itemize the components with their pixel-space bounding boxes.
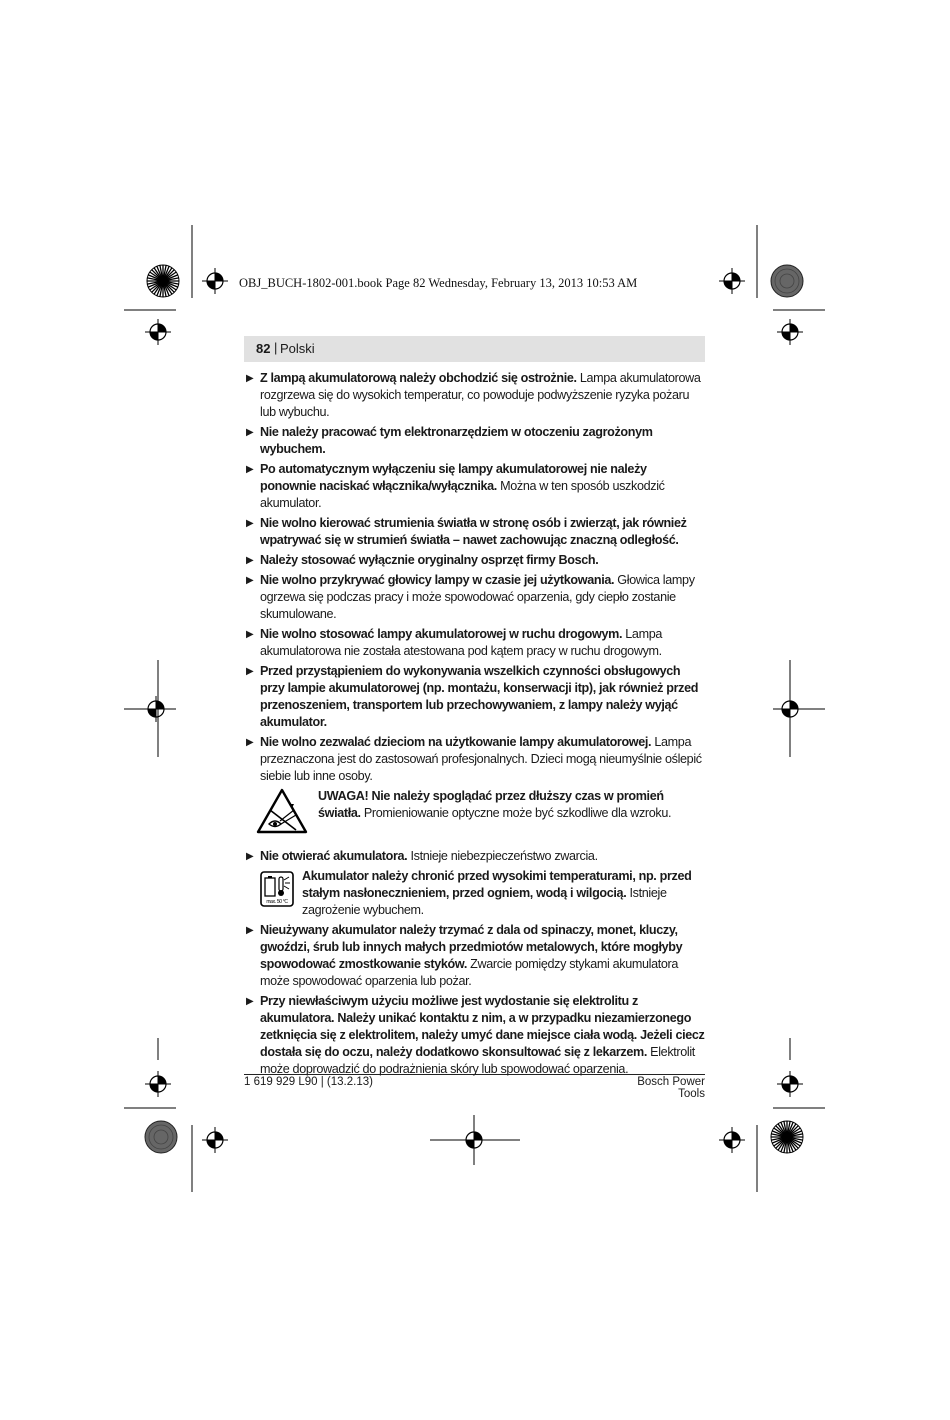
triangle-right-icon: ▶ — [246, 373, 254, 384]
footer-brand: Bosch Power Tools — [637, 1076, 705, 1100]
triangle-right-icon: ▶ — [246, 518, 254, 529]
triangle-right-icon: ▶ — [246, 629, 254, 640]
triangle-right-icon: ▶ — [246, 464, 254, 475]
battery-temperature-icon — [260, 871, 294, 907]
footer-rule — [244, 1074, 705, 1075]
list-item: ▶ Należy stosować wyłącznie oryginalny osprzęt firmy Bosch. — [246, 553, 599, 567]
list-item: ▶ Nie wolno kierować strumienia światła w stronę osób i zwierząt, jak również wpatrywać się w strumień światła – nawet zachowując znaczną odległość. — [246, 516, 687, 547]
list-item: ▶ Przy niewłaściwym użyciu możliwe jest wydostanie się elektrolitu z akumulatora. Należy unikać kontaktu z nim, a w przypadku niezamierzonego zetknięcia się z elektrolitem, należy umyć dane miejsce ciała wodą. Jeżeli ciecz dostała się do oczu, należy dodatkowo skonsultować się z lekarzem. Elektrolit może doprowadzić do podrażnienia skóry lub spowodować oparzenia. — [246, 994, 705, 1076]
triangle-right-icon: ▶ — [246, 851, 254, 862]
warning-light-note: UWAGA! Nie należy spoglądać przez dłuższy czas w promień światła. Promieniowanie optyczne może być szkodliwe dla wzroku. — [244, 788, 705, 838]
safety-instructions — [244, 370, 705, 1081]
triangle-right-icon: ▶ — [246, 996, 254, 1007]
page-number: 82 — [256, 341, 271, 356]
list-item: ▶ Po automatycznym wyłączeniu się lampy akumulatorowej nie należy ponownie naciskać włącznika/wyłącznika. Można w ten sposób uszkodzić akumulator. — [246, 462, 665, 510]
page-header — [244, 336, 705, 362]
triangle-right-icon: ▶ — [246, 427, 254, 438]
icon-temperature-label: max. 50 °C — [266, 899, 288, 905]
list-item: ▶ Nie wolno zezwalać dzieciom na użytkowanie lampy akumulatorowej. Lampa przeznaczona jest do zastosowań profesjonalnych. Dzieci mogą nieumyślnie oślepić siebie lub inne osoby. — [246, 735, 702, 783]
print-slug-line: OBJ_BUCH-1802-001.book Page 82 Wednesday, February 13, 2013 10:53 AM — [239, 276, 638, 290]
warning-heat-note: max. 50 °C Akumulator należy chronić przed wysokimi temperaturami, np. przed stałym nasłonecznieniem, przed ogniem, wodą i wilgocią. Istnieje zagrożenie wybuchem. — [244, 868, 705, 919]
footer-doc-number: 1 619 929 L90 | (13.2.13) — [244, 1076, 373, 1088]
triangle-right-icon: ▶ — [246, 575, 254, 586]
triangle-right-icon: ▶ — [246, 666, 254, 677]
header-language: Polski — [280, 341, 315, 356]
triangle-right-icon: ▶ — [246, 555, 254, 566]
list-item: ▶ Nie wolno przykrywać głowicy lampy w czasie jej użytkowania. Głowica lampy ogrzewa się podczas pracy i może spowodować oparzenia, gdy ciepło zostanie skumulowane. — [246, 573, 695, 621]
list-item: ▶ Nieużywany akumulator należy trzymać z dala od spinaczy, monet, kluczy, gwoździ, śrub lub innych małych przedmiotów metalowych, które mogłyby spowodować zmostkowanie styków. Zwarcie pomiędzy stykami akumulatora może spowodować oparzenia lub pożar. — [246, 923, 683, 988]
list-item: ▶ Nie wolno stosować lampy akumulatorowej w ruchu drogowym. Lampa akumulatorowa nie została atestowana pod kątem pracy w ruchu drogowym. — [246, 627, 663, 658]
list-item: ▶ Nie otwierać akumulatora. Istnieje niebezpieczeństwo zwarcia. — [246, 849, 598, 863]
warning-eye-light-icon — [256, 788, 308, 834]
list-item: ▶ Z lampą akumulatorową należy obchodzić się ostrożnie. Lampa akumulatorowa rozgrzewa się do wysokich temperatur, co powoduje podwyższenie ryzyka pożaru lub wybuchu. — [246, 371, 701, 419]
header-separator: | — [274, 340, 278, 355]
triangle-right-icon: ▶ — [246, 925, 254, 936]
list-item: ▶ Nie należy pracować tym elektronarzędziem w otoczeniu zagrożonym wybuchem. — [246, 425, 653, 456]
triangle-right-icon: ▶ — [246, 737, 254, 748]
list-item: ▶ Przed przystąpieniem do wykonywania wszelkich czynności obsługowych przy lampie akumulatorowej (np. montażu, konserwacji itp), jak również przed przenoszeniem, transportem lub przechowywaniem, z lampy należy wyjąć akumulator. — [246, 664, 699, 729]
